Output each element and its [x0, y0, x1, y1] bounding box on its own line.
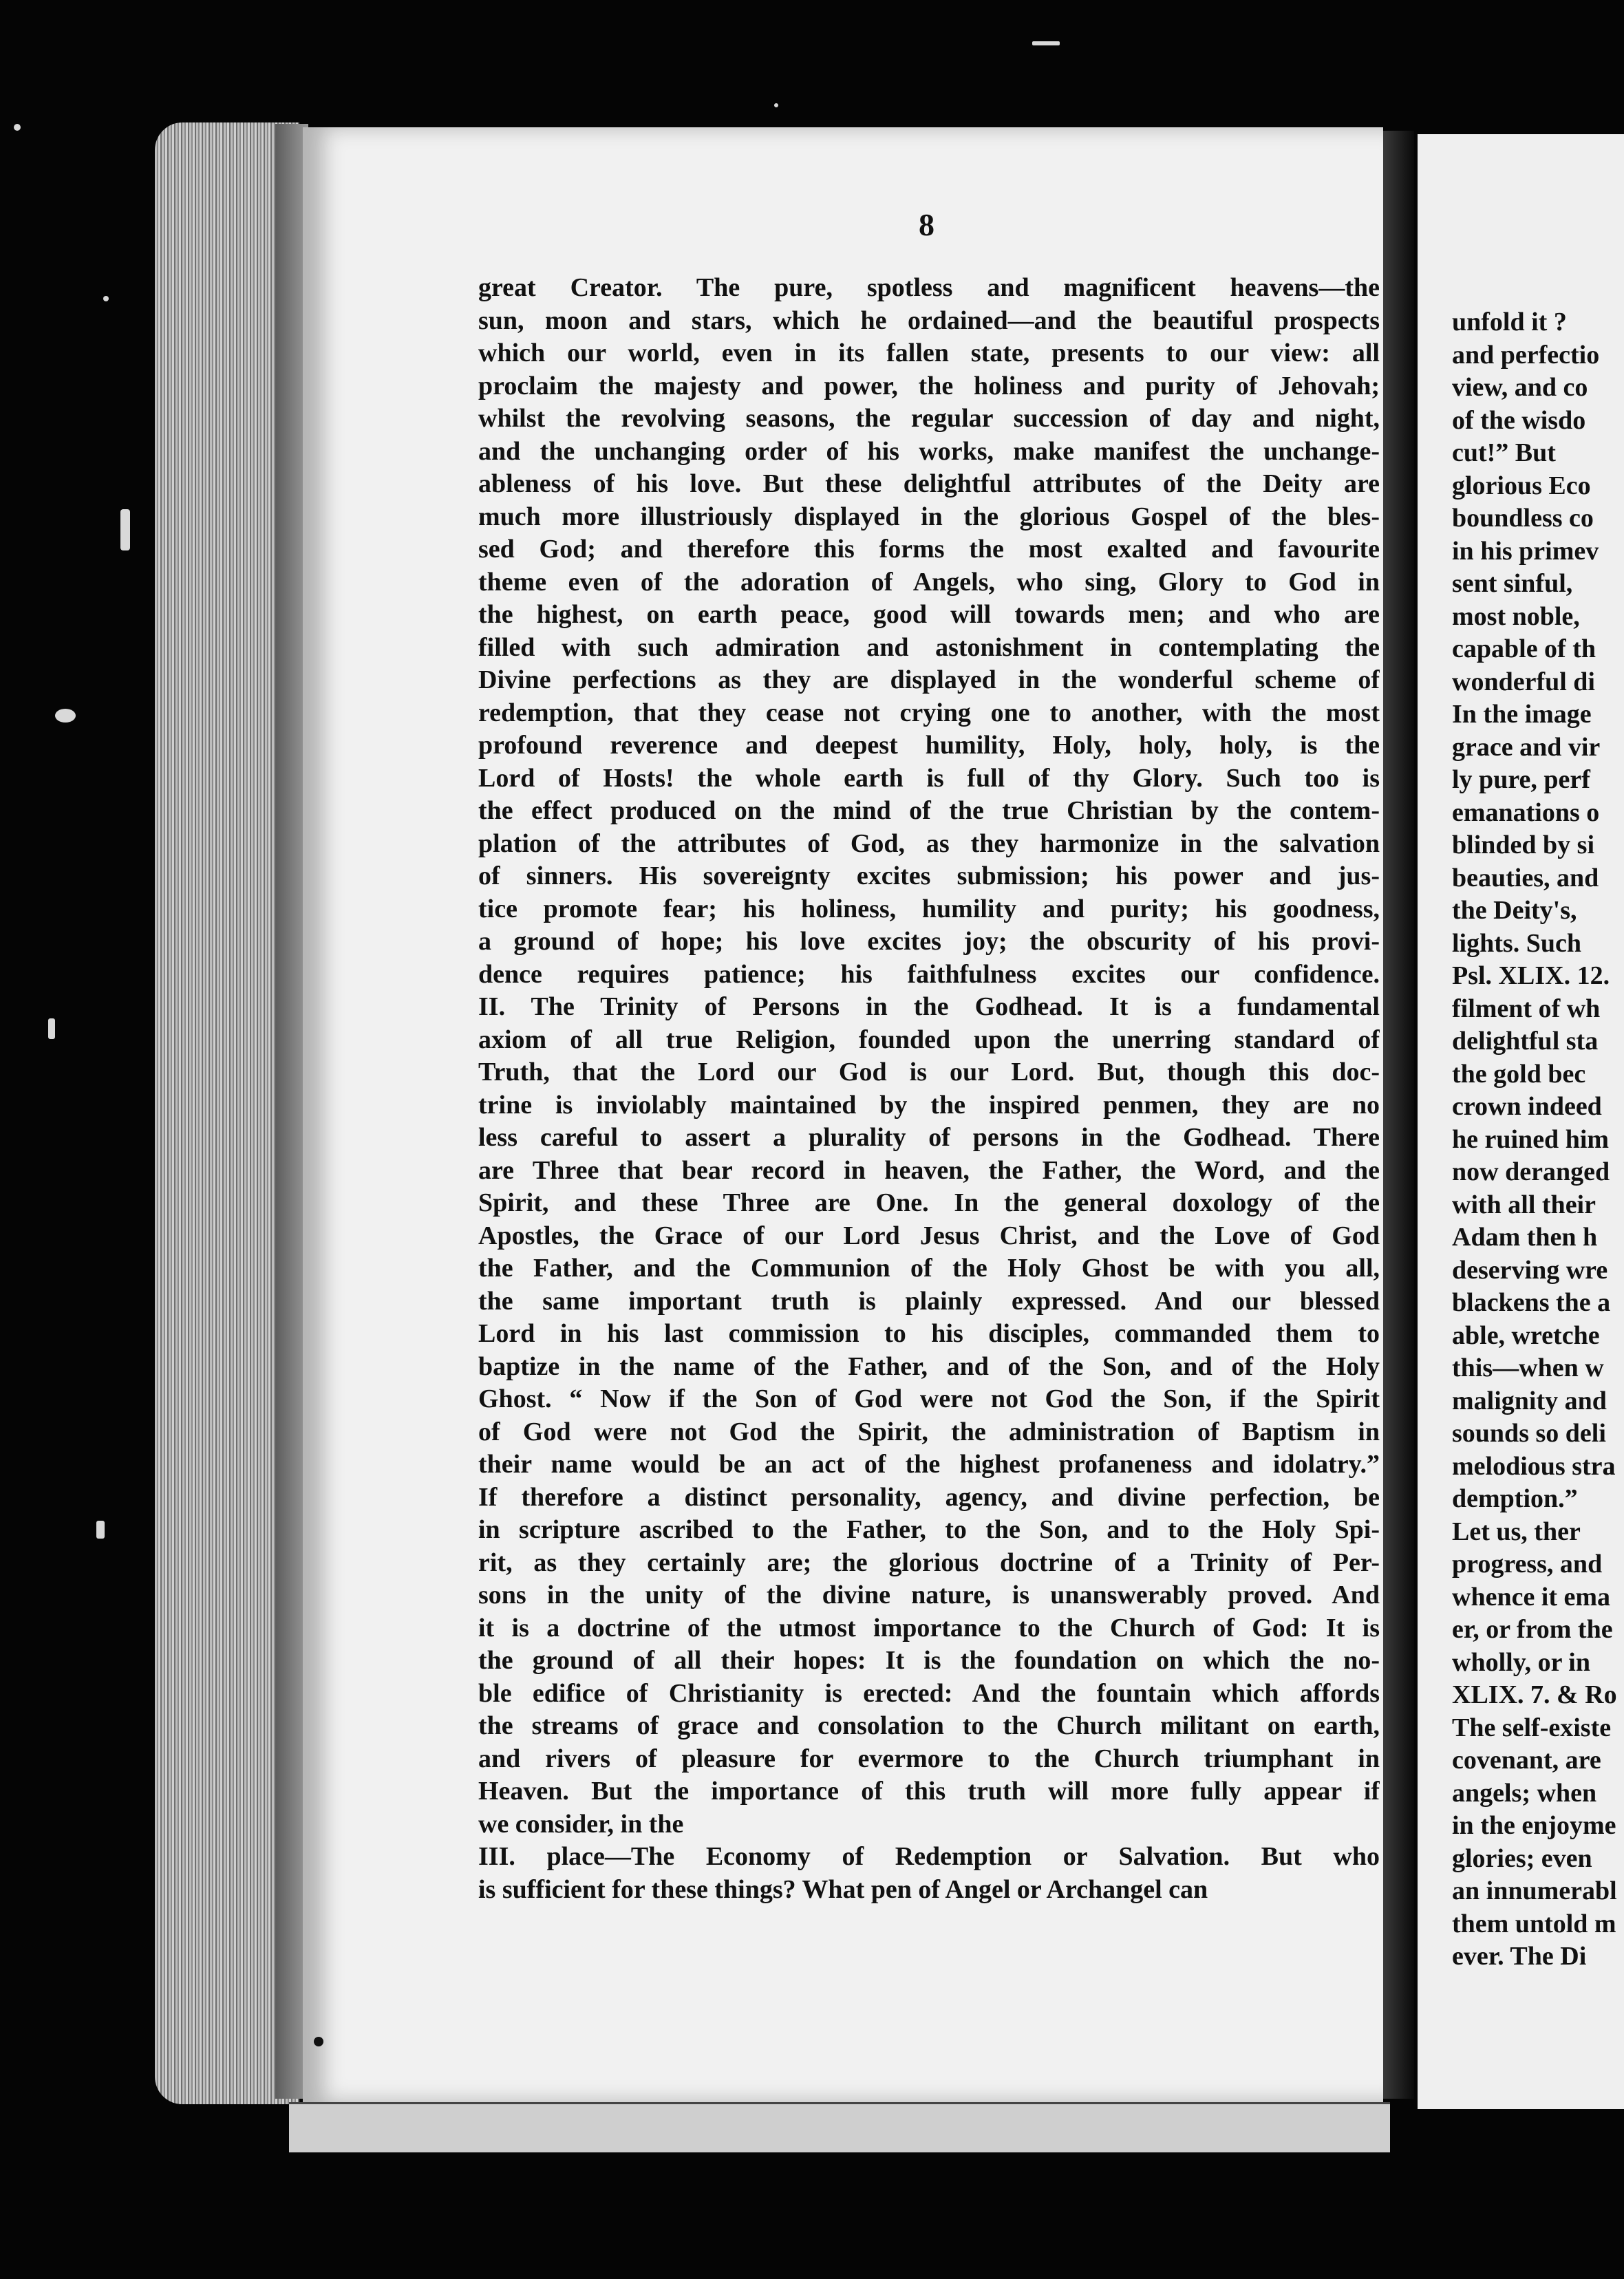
- text-line: view, and co: [1452, 373, 1588, 402]
- text-line: them untold m: [1452, 1909, 1616, 1938]
- text-line: this—when w: [1452, 1354, 1604, 1382]
- text-line: with all their: [1452, 1190, 1596, 1219]
- text-line: covenant, are: [1452, 1746, 1601, 1775]
- text-line: an innumerabl: [1452, 1876, 1617, 1905]
- text-line: wholly, or in: [1452, 1647, 1590, 1677]
- text-line: Psl. XLIX. 12.: [1452, 961, 1610, 990]
- text-line: malignity and: [1452, 1386, 1607, 1415]
- text-line: great Creator. The pure, spotless and magnificent heavens—the: [478, 273, 1380, 302]
- text-line: blinded by si: [1452, 831, 1594, 859]
- ink-dot: [314, 2037, 323, 2046]
- page-bottom-strip: [289, 2102, 1390, 2152]
- text-line: much more illustriously displayed in the glorious Gospel of the bles-: [478, 502, 1380, 531]
- text-line: the ground of all their hopes: It is the foundation on which the no-: [478, 1646, 1380, 1675]
- text-line: sun, moon and stars, which he ordained—and the beautiful prospects: [478, 306, 1380, 335]
- text-line: deserving wre: [1452, 1255, 1608, 1285]
- text-line: axiom of all true Religion, founded upon the unerring standard of: [478, 1025, 1380, 1054]
- text-line: whence it ema: [1452, 1582, 1611, 1612]
- text-line: the Deity's,: [1452, 896, 1577, 925]
- text-line: tice promote fear; his holiness, humility and purity; his goodness,: [478, 894, 1380, 923]
- text-line: the effect produced on the mind of the true Christian by the contem-: [478, 796, 1380, 825]
- text-line: Heaven. But the importance of this truth will more fully appear if: [478, 1777, 1380, 1806]
- text-line: ble edifice of Christianity is erected: And the fountain which affords: [478, 1678, 1380, 1708]
- text-line: grace and vir: [1452, 732, 1601, 762]
- book-gutter: [1383, 131, 1414, 2099]
- text-line: In the image: [1452, 700, 1592, 729]
- scan-speck: [48, 1018, 55, 1039]
- page-number: 8: [919, 207, 934, 242]
- text-line: baptize in the name of the Father, and of the Son, and of the Holy: [478, 1351, 1380, 1381]
- text-line: emanations o: [1452, 798, 1600, 827]
- text-line: he ruined him: [1452, 1124, 1610, 1154]
- text-line: rit, as they certainly are; the glorious doctrine of a Trinity of Per-: [478, 1548, 1380, 1577]
- text-line: which our world, even in its fallen state, presents to our view: all: [478, 339, 1380, 367]
- text-line: plation of the attributes of God, as they harmonize in the salvation: [478, 828, 1380, 858]
- text-line: delightful sta: [1452, 1027, 1599, 1056]
- text-line: progress, and: [1452, 1550, 1603, 1579]
- scan-speck: [120, 509, 130, 550]
- text-line: filment of wh: [1452, 994, 1601, 1023]
- text-line: unfold it ?: [1452, 308, 1567, 336]
- text-line: the Father, and the Communion of the Holy Ghost be with you all,: [478, 1254, 1380, 1283]
- text-line: wonderful di: [1452, 667, 1595, 696]
- text-line: and rivers of pleasure for evermore to the Church triumphant in: [478, 1744, 1380, 1773]
- text-line: Ghost. “ Now if the Son of God were not God the Son, if the Spirit: [478, 1384, 1380, 1413]
- text-line: in the enjoyme: [1452, 1811, 1616, 1840]
- text-line: glorious Eco: [1452, 471, 1591, 500]
- text-line: melodious stra: [1452, 1451, 1616, 1481]
- text-line: Apostles, the Grace of our Lord Jesus Christ, and the Love of God: [478, 1221, 1380, 1250]
- text-line: filled with such admiration and astonishment in contemplating the: [478, 632, 1380, 662]
- text-line: capable of th: [1452, 634, 1596, 663]
- text-line: most noble,: [1452, 601, 1580, 631]
- text-line: in his primev: [1452, 536, 1599, 566]
- text-line: Divine perfections as they are displayed in the wonderful scheme of: [478, 665, 1380, 694]
- text-line: sent sinful,: [1452, 569, 1573, 598]
- text-line: ly pure, perf: [1452, 765, 1590, 794]
- text-line: it is a doctrine of the utmost importance to the Church of God: It is: [478, 1613, 1380, 1643]
- text-line: sounds so deli: [1452, 1419, 1606, 1448]
- text-line: Lord in his last commission to his disciples, commanded them to: [478, 1319, 1380, 1348]
- text-line: sed God; and therefore this forms the most exalted and favourite: [478, 535, 1380, 564]
- text-line: II. The Trinity of Persons in the Godhead. It is a fundamental: [478, 992, 1380, 1021]
- scan-speck: [774, 103, 778, 107]
- text-line: er, or from the: [1452, 1615, 1613, 1644]
- text-line: and the unchanging order of his works, make manifest the unchange-: [478, 436, 1380, 466]
- text-line: crown indeed: [1452, 1092, 1602, 1121]
- text-line: a ground of hope; his love excites joy; the obscurity of his provi-: [478, 927, 1380, 956]
- text-line: angels; when: [1452, 1778, 1597, 1808]
- text-line: the highest, on earth peace, good will towards men; and who are: [478, 600, 1380, 629]
- text-line: Spirit, and these Three are One. In the general doxology of the: [478, 1188, 1380, 1217]
- text-line: proclaim the majesty and power, the holiness and purity of Jehovah;: [478, 371, 1380, 400]
- text-line: their name would be an act of the highest profaneness and idolatry.”: [478, 1450, 1380, 1479]
- text-line: we consider, in the: [478, 1809, 684, 1839]
- left-page-text: [478, 272, 1380, 1906]
- text-line: in scripture ascribed to the Father, to the Son, and to the Holy Spi-: [478, 1515, 1380, 1544]
- text-line: beauties, and: [1452, 863, 1599, 892]
- text-line: redemption, that they cease not crying one to another, with the most: [478, 698, 1380, 727]
- text-line: of sinners. His sovereignty excites submission; his power and jus-: [478, 862, 1380, 890]
- text-line: dence requires patience; his faithfulness excites our confidence.: [478, 959, 1380, 989]
- scan-speck: [1032, 41, 1060, 45]
- text-line: glories; even: [1452, 1843, 1592, 1873]
- text-line: sons in the unity of the divine nature, is unanswerably proved. And: [478, 1581, 1380, 1609]
- text-line: lights. Such: [1452, 928, 1581, 958]
- text-line: cut!” But: [1452, 438, 1556, 467]
- text-line: trine is inviolably maintained by the inspired penmen, they are no: [478, 1090, 1380, 1120]
- text-line: blackens the a: [1452, 1288, 1611, 1317]
- text-line: are Three that bear record in heaven, the Father, the Word, and the: [478, 1155, 1380, 1185]
- text-line: able, wretche: [1452, 1320, 1600, 1350]
- text-line: and perfectio: [1452, 340, 1600, 370]
- scan-speck: [55, 709, 76, 723]
- text-line: theme even of the adoration of Angels, who sing, Glory to God in: [478, 567, 1380, 597]
- text-line: XLIX. 7. & Ro: [1452, 1680, 1617, 1709]
- text-line: profound reverence and deepest humility, Holy, holy, holy, is the: [478, 731, 1380, 760]
- text-line: Truth, that the Lord our God is our Lord. But, though this doc-: [478, 1058, 1380, 1087]
- scan-speck: [103, 296, 109, 301]
- text-line: III. place—The Economy of Redemption or Salvation. But who: [478, 1842, 1380, 1871]
- text-line: Lord of Hosts! the whole earth is full of thy Glory. Such too is: [478, 763, 1380, 793]
- text-line: whilst the revolving seasons, the regular succession of day and night,: [478, 404, 1380, 433]
- text-line: The self-existe: [1452, 1713, 1612, 1742]
- text-line: the same important truth is plainly expressed. And our blessed: [478, 1286, 1380, 1316]
- scan-speck: [14, 124, 21, 131]
- text-line: If therefore a distinct personality, agency, and divine perfection, be: [478, 1482, 1380, 1512]
- scan-speck: [96, 1521, 105, 1539]
- text-line: is sufficient for these things? What pen of Angel or Archangel can: [478, 1874, 1208, 1904]
- text-line: of the wisdo: [1452, 405, 1586, 435]
- text-line: the streams of grace and consolation to the Church militant on earth,: [478, 1711, 1380, 1740]
- text-line: demption.”: [1452, 1484, 1578, 1513]
- text-line: boundless co: [1452, 504, 1594, 533]
- text-line: Let us, ther: [1452, 1517, 1581, 1546]
- text-line: the gold bec: [1452, 1059, 1586, 1089]
- text-line: ableness of his love. But these delightful attributes of the Deity are: [478, 469, 1380, 498]
- text-line: now deranged: [1452, 1157, 1610, 1186]
- text-line: ever. The Di: [1452, 1942, 1587, 1971]
- text-line: less careful to assert a plurality of persons in the Godhead. There: [478, 1123, 1380, 1152]
- text-line: of God were not God the Spirit, the administration of Baptism in: [478, 1417, 1380, 1446]
- text-line: Adam then h: [1452, 1223, 1598, 1252]
- right-page-text: [1452, 306, 1624, 1973]
